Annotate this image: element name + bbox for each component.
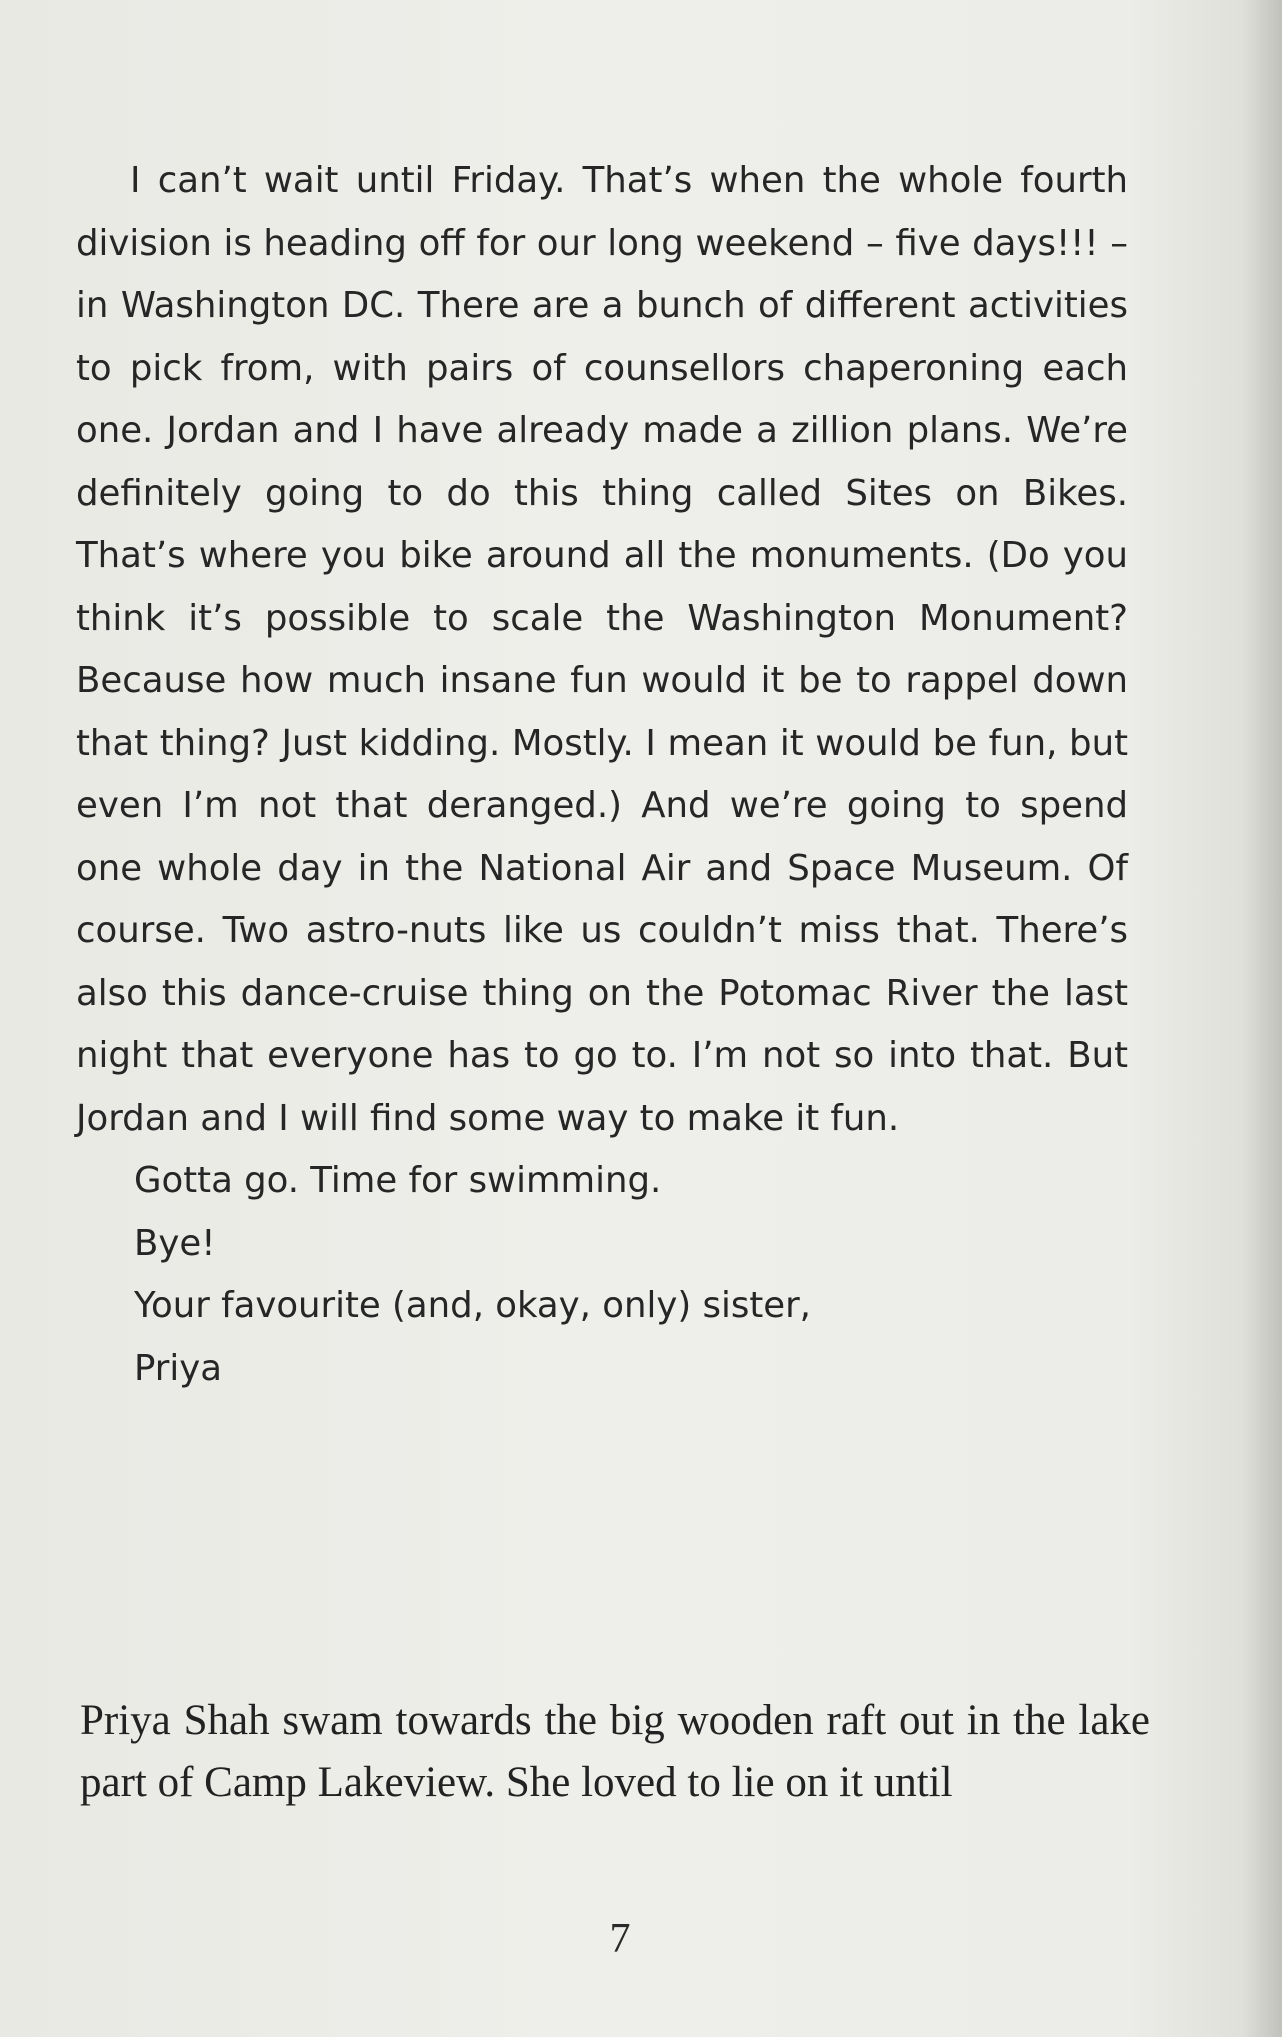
page-number: 7 xyxy=(609,1916,631,1962)
letter-signature-name: Priya xyxy=(134,1347,223,1389)
page-edge-shadow xyxy=(1242,0,1282,2037)
letter-signoff-line: Gotta go. Time for swimming. xyxy=(134,1160,662,1201)
letter-farewell: Bye! xyxy=(134,1222,216,1264)
letter-signature-line: Your favourite (and, okay, only) sister, xyxy=(134,1285,811,1326)
narrative-section xyxy=(80,1690,1150,1814)
narrative-paragraph: Priya Shah swam towards the big wooden raft out in the lake part of Camp Lakeview. She loved to lie on it until xyxy=(80,1697,1150,1806)
letter-section xyxy=(76,150,1128,1400)
letter-body-paragraph: I can’t wait until Friday. That’s when the whole fourth division is heading off for our long weekend – five days!!! – in Washington DC. There are a bunch of different activities to pick from, with pairs of counsellors chaperoning each one. Jordan and I have already made a zillion plans. We’re definitely going to do this thing called Sites on Bikes. That’s where you bike around all the monuments. (Do you think it’s possible to scale the Washington Monument? Because how much insane fun would it be to rappel down that thing? Just kidding. Mostly. I mean it would be fun, but even I’m not that deranged.) And we’re going to spend one whole day in the National Air and Space Museum. Of course. Two astro-nuts like us couldn’t miss that. There’s also this dance-cruise thing on the Potomac River the last night that everyone has to go to. I’m not so into that. But Jordan and I will find some way to make it fun. xyxy=(76,160,1128,1139)
